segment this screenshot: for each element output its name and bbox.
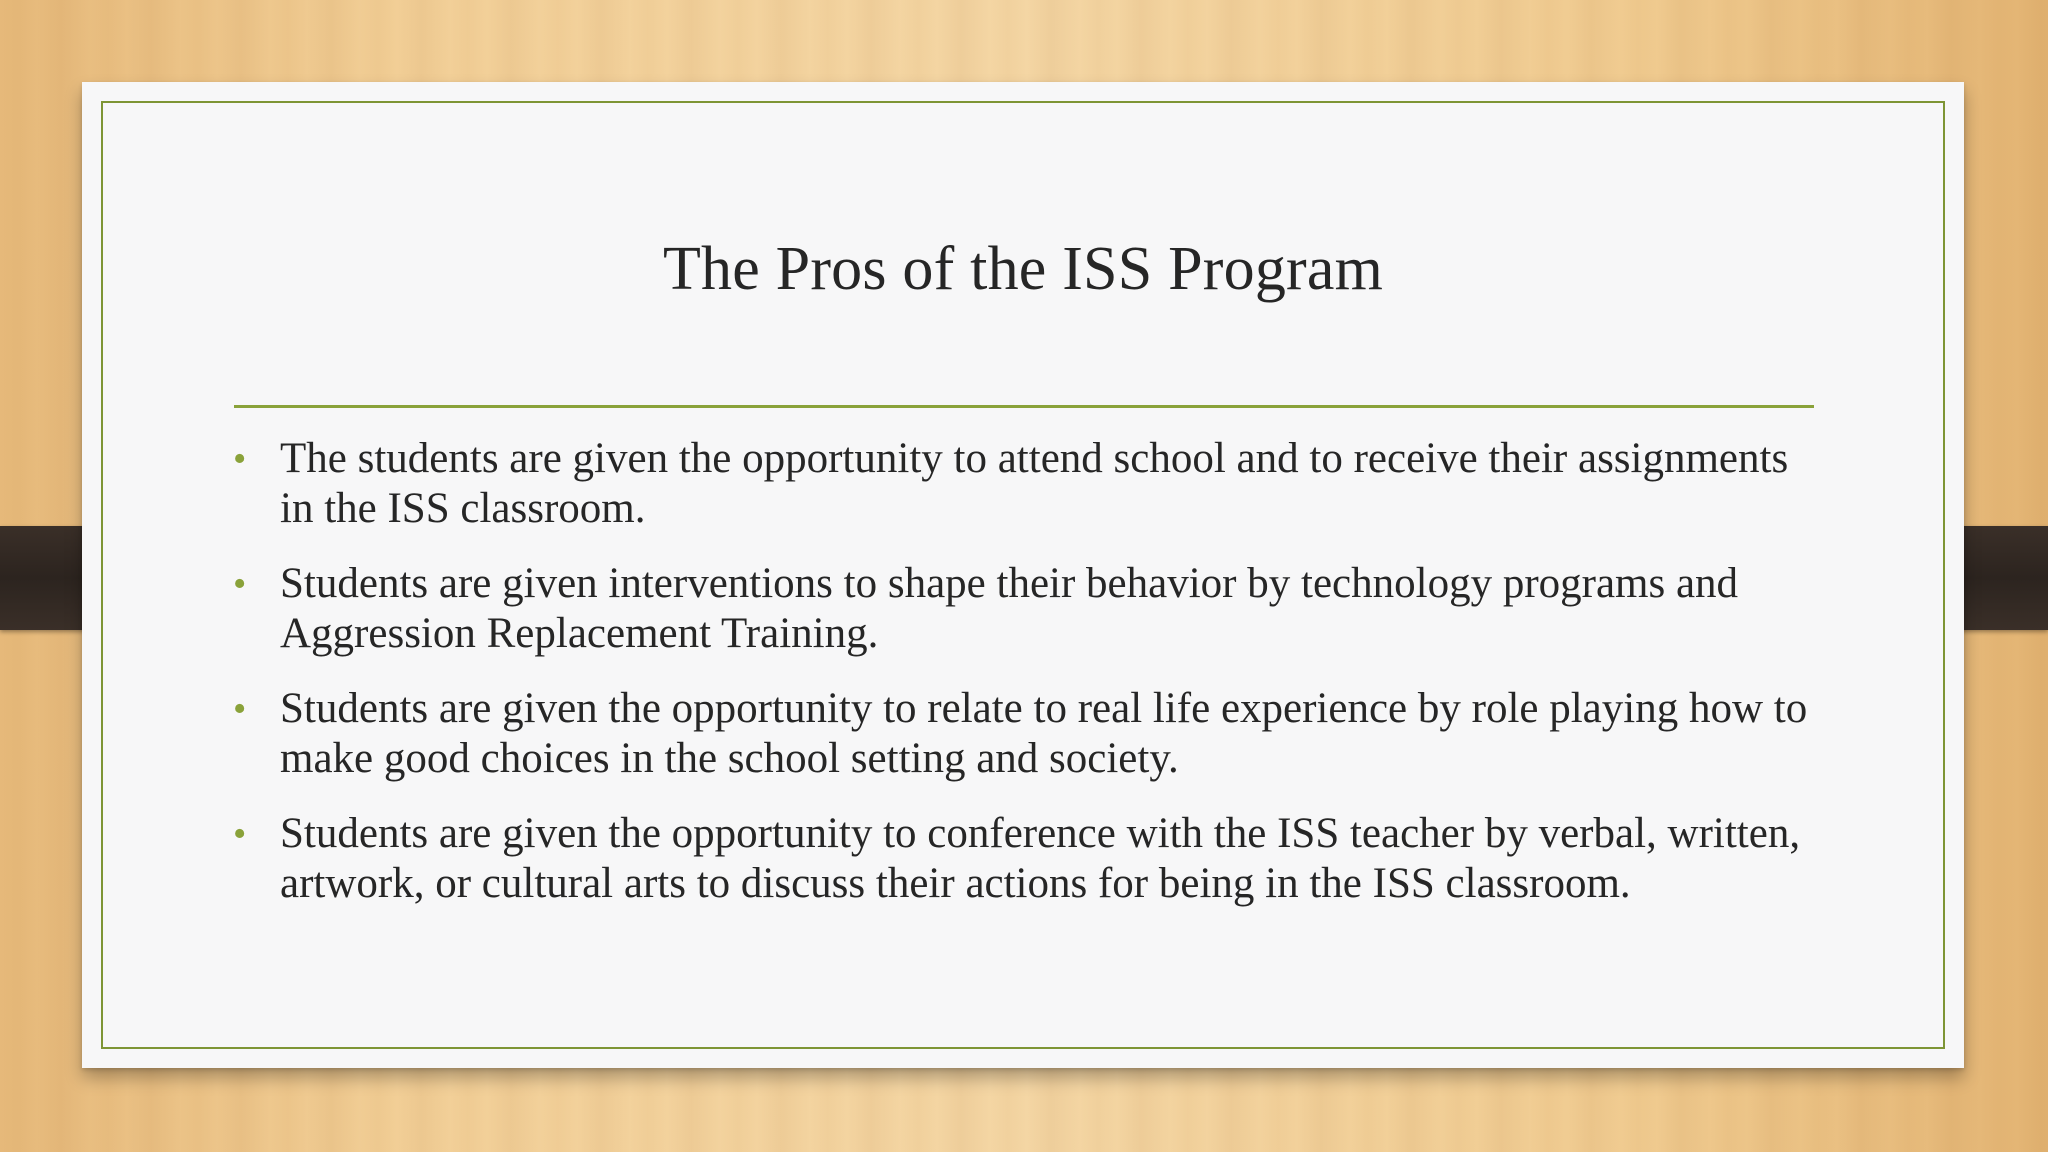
slide-title: The Pros of the ISS Program: [662, 235, 1384, 303]
bullet-item: [232, 809, 1832, 909]
bullet-text: The students are given the opportunity to attend school and to receive their assignments in the ISS classroom.: [280, 435, 1789, 532]
bullet-item: [232, 434, 1832, 534]
title-divider: [234, 405, 1814, 408]
bullet-dot-icon: •: [233, 813, 247, 855]
bullet-list: [232, 434, 1832, 934]
bullet-item: [232, 684, 1832, 784]
slide-card: [82, 82, 1964, 1068]
bullet-text: Students are given interventions to shape their behavior by technology programs and Aggression Replacement Training.: [280, 560, 1739, 657]
bullet-dot-icon: •: [233, 563, 247, 605]
bullet-text: Students are given the opportunity to relate to real life experience by role playing how to make good choices in the school setting and society.: [280, 685, 1808, 782]
bullet-text: Students are given the opportunity to conference with the ISS teacher by verbal, written, artwork, or cultural arts to discuss their actions for being in the ISS classroom.: [280, 810, 1801, 907]
bullet-item: [232, 559, 1832, 659]
bullet-dot-icon: •: [233, 688, 247, 730]
bullet-dot-icon: •: [233, 438, 247, 480]
